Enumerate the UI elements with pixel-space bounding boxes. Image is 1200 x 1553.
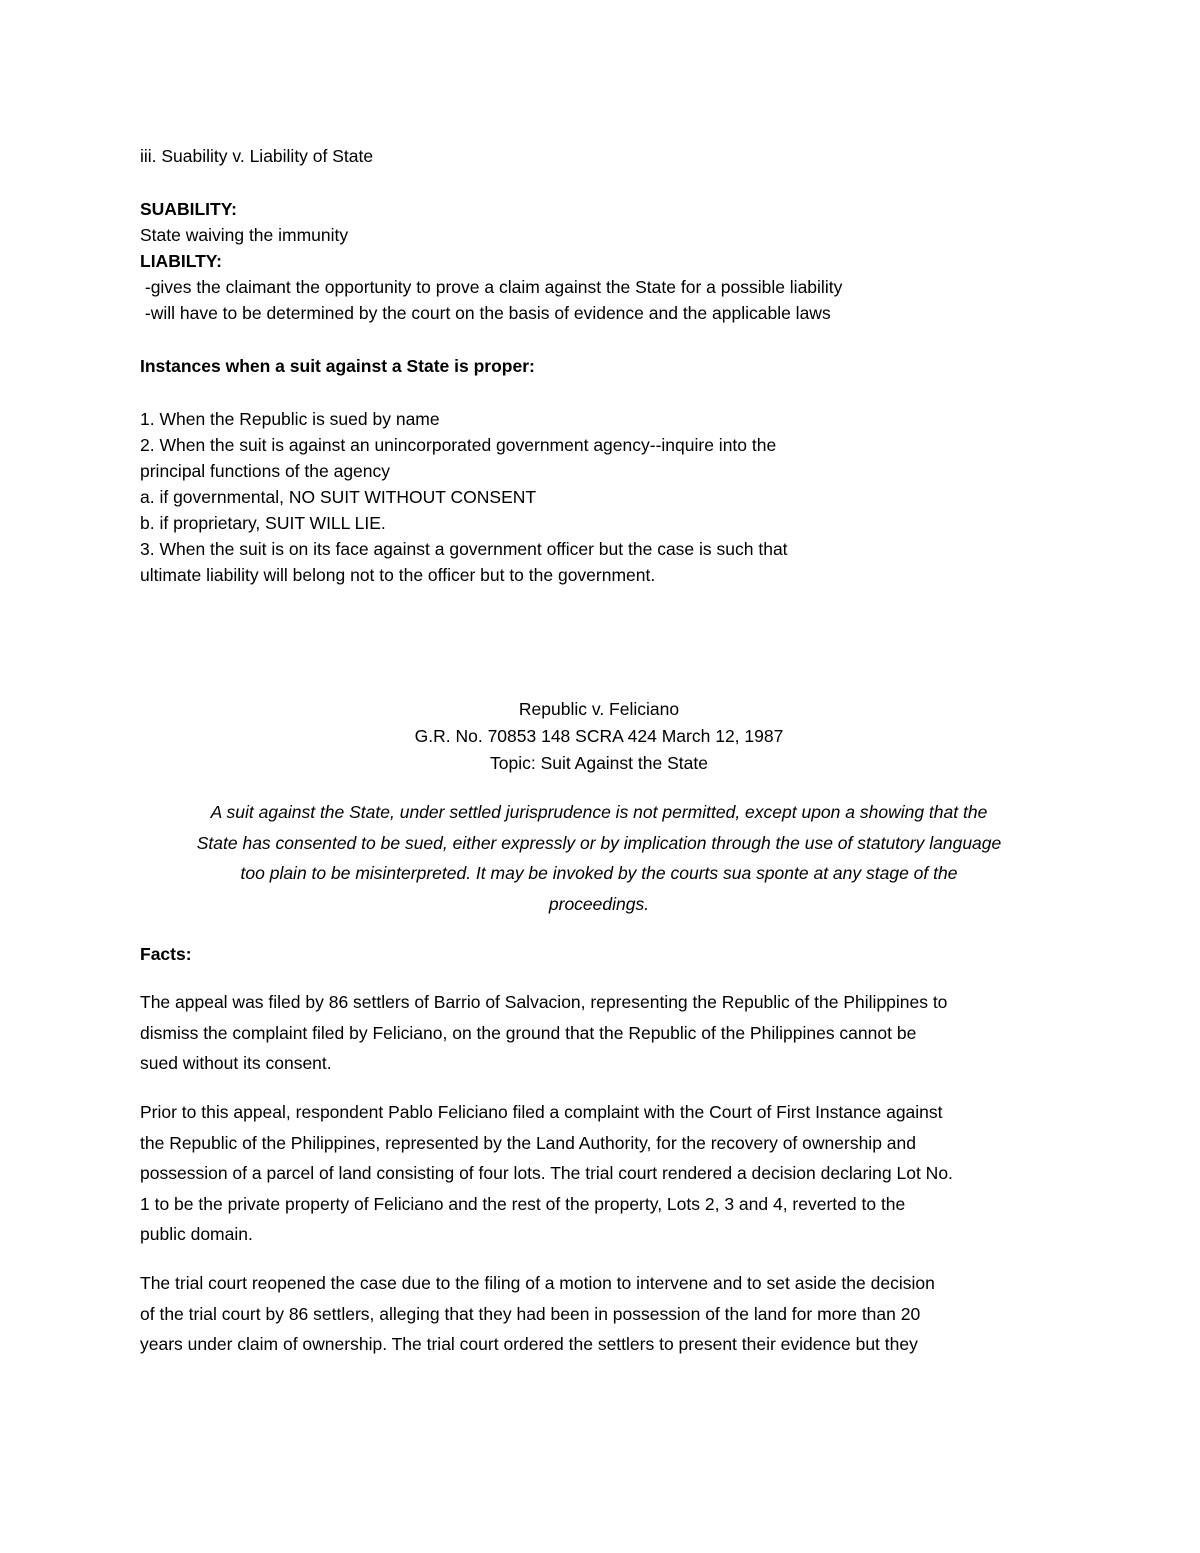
instances-list	[140, 406, 1070, 588]
p2-line-2: the Republic of the Philippines, represented by the Land Authority, for the recovery of ownership and	[140, 1132, 916, 1153]
facts-paragraph-3	[140, 1268, 1070, 1360]
case-title: Republic v. Feliciano	[518, 699, 680, 719]
list-item-1: 1. When the Republic is sued by name	[140, 409, 440, 429]
suability-heading: SUABILITY:	[140, 199, 237, 219]
liability-line-2: -will have to be determined by the court on the basis of evidence and the applicable laws	[140, 303, 831, 323]
suability-text: State waiving the immunity	[140, 225, 349, 245]
case-doctrine	[140, 797, 1058, 919]
case-topic: Topic: Suit Against the State	[490, 753, 708, 773]
suability-liability-block	[140, 196, 1070, 326]
p1-line-1: The appeal was filed by 86 settlers of Barrio of Salvacion, representing the Republic of the Philippines to	[140, 992, 948, 1012]
facts-paragraph-1	[140, 987, 1070, 1079]
p3-line-1: The trial court reopened the case due to the filing of a motion to intervene and to set aside the decision	[140, 1273, 935, 1293]
doctrine-line-4: proceedings.	[548, 893, 650, 914]
p2-line-1: Prior to this appeal, respondent Pablo Feliciano filed a complaint with the Court of First Instance against	[140, 1102, 943, 1122]
doctrine-line-2: State has consented to be sued, either expressly or by implication through the use of statutory language	[196, 832, 1002, 853]
list-item-3-line-2: ultimate liability will belong not to the officer but to the government.	[140, 565, 656, 585]
p2-line-5: public domain.	[140, 1224, 253, 1244]
instances-heading-block	[140, 353, 1070, 379]
list-item-2-line-1: 2. When the suit is against an unincorporated government agency--inquire into the	[140, 435, 777, 455]
doctrine-line-3: too plain to be misinterpreted. It may be invoked by the courts sua sponte at any stage of the	[240, 863, 958, 883]
list-item-2a: a. if governmental, NO SUIT WITHOUT CONSENT	[140, 487, 537, 507]
instances-heading: Instances when a suit against a State is proper:	[140, 356, 535, 376]
list-item-2-line-2: principal functions of the agency	[140, 461, 391, 481]
list-item-2b: b. if proprietary, SUIT WILL LIE.	[140, 513, 386, 533]
case-header	[140, 696, 1058, 777]
list-item-3-line-1: 3. When the suit is on its face against a government officer but the case is such that	[140, 539, 788, 559]
liability-line-1: -gives the claimant the opportunity to prove a claim against the State for a possible liability	[140, 277, 843, 297]
doctrine-line-1: A suit against the State, under settled jurisprudence is not permitted, except upon a showing that the	[210, 802, 988, 822]
p2-line-4: 1 to be the private property of Feliciano and the rest of the property, Lots 2, 3 and 4, reverted to the	[140, 1193, 906, 1214]
section-title-text: iii. Suability v. Liability of State	[140, 146, 374, 166]
p3-line-3: years under claim of ownership. The trial court ordered the settlers to present their evidence but they	[140, 1334, 918, 1354]
section-title	[140, 143, 1070, 169]
case-citation: G.R. No. 70853 148 SCRA 424 March 12, 1987	[414, 726, 784, 746]
facts-heading: Facts:	[140, 944, 192, 964]
p3-line-2: of the trial court by 86 settlers, alleging that they had been in possession of the land for more than 20	[140, 1303, 921, 1324]
liability-heading: LIABILTY:	[140, 251, 222, 271]
p1-line-3: sued without its consent.	[140, 1053, 332, 1073]
p1-line-2: dismiss the complaint filed by Feliciano, on the ground that the Republic of the Philippines cannot be	[140, 1022, 917, 1043]
facts-heading-block	[140, 941, 1070, 967]
facts-paragraph-2	[140, 1097, 1070, 1250]
p2-line-3: possession of a parcel of land consisting of four lots. The trial court rendered a decision declaring Lot No.	[140, 1163, 953, 1183]
